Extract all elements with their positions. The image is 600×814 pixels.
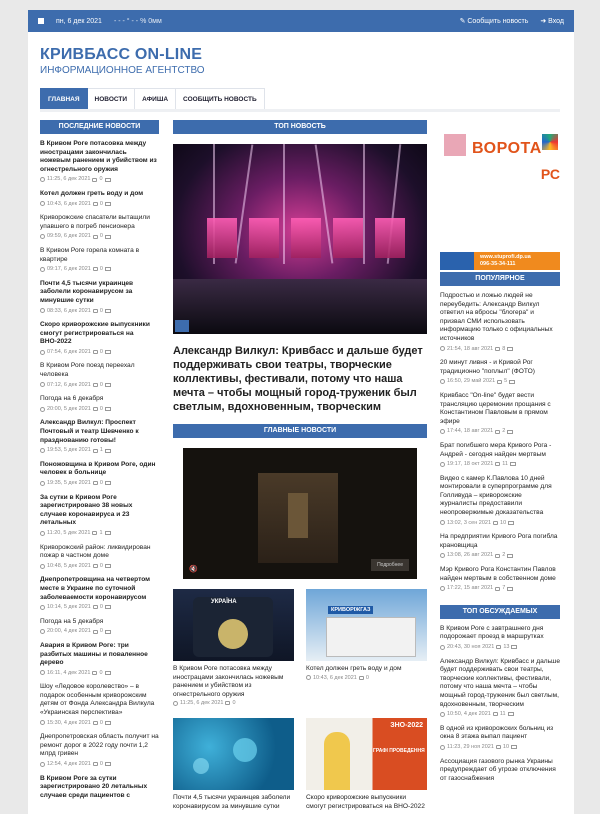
- news-item[interactable]: [440, 658, 560, 719]
- news-item-meta: [40, 381, 159, 390]
- news-item-title: В Кривом Роге за сутки зарегистрировано 20 летальных случаев среди пациентов с: [40, 774, 148, 799]
- news-item-meta: [40, 405, 159, 414]
- news-item-time: 10:50, 4 дек 2021: [447, 711, 491, 718]
- news-item-comments: 10: [500, 519, 507, 526]
- clock-icon: [440, 462, 445, 467]
- news-item-time: 20:00, 5 дек 2021: [47, 405, 91, 412]
- news-item-title: На предприятии Кривого Рога погибла крановщица: [440, 533, 558, 549]
- nav-divider: [40, 109, 560, 112]
- clock-icon: [440, 712, 445, 717]
- image-icon: [105, 564, 111, 568]
- ad-site: www.stuprofi.dp.ua: [480, 254, 531, 260]
- clock-icon: [440, 379, 445, 384]
- news-item-meta: [440, 643, 560, 652]
- image-icon: [509, 380, 515, 384]
- site-title: КРИВБАСС ON-LINE: [40, 46, 203, 63]
- news-item-meta: [440, 551, 560, 560]
- comment-icon: [93, 383, 98, 387]
- news-item[interactable]: [40, 494, 159, 538]
- banner-corner: РС: [540, 166, 560, 182]
- news-item-title: В Кривом Роге с завтрашнего дня подорожает проезд в маршрутках: [440, 624, 544, 641]
- news-item-meta: [440, 460, 560, 469]
- news-item-time: 17:22, 15 авг 2021: [447, 585, 494, 592]
- image-icon: [105, 449, 111, 453]
- news-item-meta: [40, 529, 159, 538]
- clock-icon: [40, 564, 45, 569]
- news-item-time: 13:08, 26 авг 2021: [447, 552, 494, 559]
- news-item-title: Александр Вилкул: Кривбасс и дальше будет поддерживать свои театры, творческие коллективы, фестивали, потому что наша мечта – чтобы мощный город-труженик был светлым, вдохновенным, творческим: [440, 657, 560, 708]
- image-icon: [508, 521, 514, 525]
- clock-icon: [40, 605, 45, 610]
- news-item-title: За сутки в Кривом Роге зарегистрировано 38 новых случаев коронавируса и 23 летальных: [40, 493, 133, 527]
- news-item-meta: [40, 669, 159, 678]
- news-item-comments: 0: [99, 628, 103, 635]
- news-item-comments: 1: [99, 447, 103, 454]
- news-item-title: В Кривом Роге потасовка между инострацами закончилась ножевым ранением и убийством из огнестрельного оружия: [40, 140, 157, 173]
- image-icon: [105, 350, 111, 354]
- clock-icon: [40, 407, 45, 412]
- main-news-grid: [173, 589, 427, 812]
- news-item-comments: 2: [502, 428, 506, 435]
- news-item-meta: [40, 562, 159, 571]
- news-item[interactable]: [40, 576, 159, 611]
- image-icon: [510, 462, 516, 466]
- image-icon: [105, 309, 111, 313]
- news-item-meta: [440, 584, 560, 593]
- comment-icon: [92, 178, 97, 182]
- card-title: Скоро криворожские выпускники смогут регистрироваться на ВНО-2022: [306, 794, 425, 810]
- video-more-button[interactable]: Подробнее: [371, 559, 409, 571]
- clock-icon: [173, 701, 178, 706]
- news-item[interactable]: [40, 733, 159, 768]
- news-item[interactable]: [440, 292, 560, 353]
- news-item-title: Александр Вилкул: Проспект Почтовый и театр Шевченко к празднованию готовы!: [40, 419, 139, 444]
- image-icon: [511, 645, 517, 649]
- nav-home[interactable]: ГЛАВНАЯ: [40, 88, 88, 110]
- news-item-comments: 13: [503, 644, 510, 650]
- image-icon: [105, 235, 111, 239]
- comment-icon: [497, 380, 502, 384]
- top-bar: [28, 10, 574, 32]
- card-badge-krivorozh: КРИВОРІЖГАЗ: [328, 606, 373, 614]
- comment-icon: [493, 521, 498, 525]
- top-news-header: ТОП НОВОСТЬ: [173, 120, 427, 134]
- news-item-time: 20:00, 4 дек 2021: [47, 628, 91, 635]
- ad-phone: 096-35-34-111: [480, 261, 516, 267]
- image-icon: [105, 630, 111, 634]
- news-item-title: Почти 4,5 тысячи украинцев заболели коронавирусом за минувшие сутки: [40, 279, 134, 304]
- news-item-meta: [40, 175, 159, 184]
- comment-icon: [93, 605, 98, 609]
- news-item[interactable]: [440, 758, 560, 784]
- clock-icon: [440, 346, 445, 351]
- card-badge-vno: ЗНО-2022: [390, 722, 423, 730]
- card-badge-grafik: ГРАФІ ПРОВЕДЕННЯ: [373, 748, 425, 755]
- card-title: Почти 4,5 тысячи украинцев заболели коронавирусом за минувшие сутки: [173, 794, 291, 810]
- comment-icon: [359, 676, 364, 680]
- login-label: Вход: [548, 18, 564, 25]
- news-item-time: 07:12, 6 дек 2021: [47, 381, 91, 388]
- comment-icon: [93, 481, 98, 485]
- calendar-icon: [38, 18, 44, 24]
- news-item[interactable]: [40, 419, 159, 454]
- card-time: 10:43, 6 дек 2021: [313, 674, 357, 681]
- news-item-title: Криворожский район: ликвидирован пожар в частном доме: [40, 543, 151, 560]
- comment-icon: [93, 407, 98, 411]
- comment-icon: [93, 309, 98, 313]
- news-item[interactable]: [40, 140, 159, 184]
- news-item[interactable]: [440, 359, 560, 386]
- image-icon: [511, 745, 517, 749]
- news-item-comments: 0: [99, 233, 103, 240]
- comment-icon: [225, 701, 230, 705]
- image-icon: [105, 481, 111, 485]
- news-item-time: 07:54, 6 дек 2021: [47, 348, 91, 355]
- comment-icon: [495, 430, 500, 434]
- news-item-meta: [440, 427, 560, 436]
- news-item-comments: 7: [502, 585, 506, 592]
- comment-icon: [496, 745, 501, 749]
- clock-icon: [40, 350, 45, 355]
- nav-afisha[interactable]: АФИША: [135, 88, 176, 110]
- popular-header: ПОПУЛЯРНОЕ: [440, 272, 560, 286]
- photo-gallery-icon: [175, 320, 189, 332]
- news-item-comments: 0: [99, 176, 103, 183]
- comment-icon: [93, 449, 98, 453]
- news-item-time: 17:44, 18 авг 2021: [447, 428, 494, 435]
- news-item-comments: 10: [502, 743, 510, 750]
- top-news-title[interactable]: Александр Вилкул: Кривбасс и дальше будет поддерживать свои театры, творческие коллективы, фестивали, потому что наша мечта – чтобы мощный город-труженик был светлым, вдохновенным, творческим: [173, 345, 423, 413]
- comment-icon: [493, 712, 498, 716]
- news-item-title: Поножовщина в Кривом Роге, один человек в больнице: [40, 460, 156, 477]
- main-column: [173, 120, 427, 812]
- news-item-comments: 0: [99, 604, 103, 611]
- news-item[interactable]: [440, 392, 560, 436]
- news-item-time: 19:17, 18 окт 2021: [447, 461, 494, 468]
- clock-icon: [440, 553, 445, 558]
- news-item-meta: [440, 519, 560, 528]
- discussed-list: [440, 625, 560, 784]
- image-icon: [508, 712, 514, 716]
- house-icon: [440, 252, 474, 270]
- news-item-title: В Кривом Роге поезд переехал человека: [40, 362, 135, 379]
- main-news-card[interactable]: [173, 589, 294, 706]
- news-item-time: 10:43, 6 дек 2021: [47, 200, 91, 207]
- report-news-link[interactable]: ✎ Сообщить новость: [459, 18, 529, 25]
- image-icon: [105, 178, 111, 182]
- news-item[interactable]: [440, 442, 560, 469]
- image-icon: [105, 407, 111, 411]
- news-item-title: Погода на 6 декабря: [40, 395, 104, 403]
- image-icon: [105, 721, 111, 725]
- news-item-title: Днепропетровская область получит на ремонт дорог в 2022 году почти 1,2 млрд гривен: [40, 733, 159, 758]
- site-tagline: ИНФОРМАЦИОННОЕ АГЕНТСТВО: [40, 65, 205, 76]
- news-item-meta: [40, 232, 159, 241]
- news-item-time: 16:50, 29 май 2021: [447, 378, 496, 385]
- image-icon: [105, 202, 111, 206]
- news-item[interactable]: [40, 461, 159, 488]
- clock-icon: [40, 234, 45, 239]
- news-item-meta: [40, 760, 159, 769]
- latest-news-header: ПОСЛЕДНИЕ НОВОСТИ: [40, 120, 159, 134]
- clock-icon: [440, 645, 445, 650]
- news-item[interactable]: [40, 280, 159, 315]
- news-item-meta: [40, 719, 159, 728]
- news-item-time: 20:43, 30 ноя 2021: [447, 644, 495, 650]
- comment-icon: [93, 350, 98, 354]
- mute-icon[interactable]: 🔇: [189, 566, 198, 573]
- news-item-meta: [40, 479, 159, 488]
- clock-icon: [440, 586, 445, 591]
- news-item[interactable]: [40, 214, 159, 241]
- news-item[interactable]: [40, 544, 159, 571]
- card-badge-ukraine: УКРАЇНА: [211, 599, 237, 605]
- news-item-title: Шоу «Ледовое королевство» – в подарок особенным криворожским детям от Фонда Александра Вилкула «Украинская перспектива»: [40, 683, 155, 717]
- latest-news-column: [40, 120, 159, 800]
- news-item-time: 09:59, 6 дек 2021: [47, 233, 91, 240]
- image-icon: [105, 762, 111, 766]
- date-text: пн, 6 дек 2021: [56, 17, 102, 25]
- comment-icon: [495, 554, 500, 558]
- clock-icon: [40, 382, 45, 387]
- news-item-comments: 2: [502, 552, 506, 559]
- clock-icon: [40, 448, 45, 453]
- news-item-comments: 0: [99, 266, 103, 273]
- card-comments: 0: [232, 700, 236, 707]
- latest-news-list: [40, 140, 159, 800]
- top-news-photo[interactable]: [173, 144, 427, 334]
- image-icon: [105, 605, 111, 609]
- card-time: 11:25, 6 дек 2021: [180, 700, 224, 707]
- news-item-time: 10:14, 5 дек 2021: [47, 604, 91, 611]
- main-news-card[interactable]: [306, 718, 427, 811]
- news-item[interactable]: [40, 642, 159, 677]
- comment-icon: [93, 721, 98, 725]
- weather-text: - - - ° - - % 0мм: [113, 17, 162, 25]
- popular-list: [440, 292, 560, 593]
- news-item-comments: 0: [99, 719, 103, 726]
- news-item[interactable]: [440, 725, 560, 752]
- news-item-title: Видео с камер К.Павлова 10 дней монтировали в суперпрограмме для Голливуда – криворожские журналисты предоставили неопровержимые доказательства: [440, 474, 552, 517]
- nav-report-news[interactable]: СООБЩИТЬ НОВОСТЬ: [176, 88, 265, 110]
- news-item-title: В Кривом Роге горела комната в квартире: [40, 246, 140, 263]
- main-news-header: ГЛАВНЫЕ НОВОСТИ: [173, 424, 427, 438]
- clock-icon: [40, 308, 45, 313]
- video-ad[interactable]: [183, 448, 417, 579]
- comment-icon: [495, 347, 500, 351]
- news-item[interactable]: [40, 618, 159, 636]
- comment-icon: [93, 630, 98, 634]
- login-link[interactable]: ➜ Вход: [540, 18, 564, 25]
- news-item-time: 09:17, 6 дек 2021: [47, 266, 91, 273]
- news-item[interactable]: [440, 475, 560, 528]
- news-item-title: Кривбасс "On-line" будет вести трансляцию церемонии прощания с Константином Павловым в прямом эфире: [440, 391, 551, 425]
- news-item[interactable]: [40, 395, 159, 413]
- news-item[interactable]: [40, 775, 159, 801]
- clock-icon: [40, 267, 45, 272]
- clock-icon: [40, 720, 45, 725]
- news-item-meta: [40, 446, 159, 455]
- clock-icon: [40, 670, 45, 675]
- clock-icon: [40, 177, 45, 182]
- image-icon: [105, 531, 111, 535]
- news-item-title: Мэр Кривого Рога Константин Павлов найден мертвым в собственном доме: [440, 566, 556, 582]
- news-item-title: Брат погибшего мера Кривого Рога - Андрей - сегодня найден мертвым: [440, 441, 552, 458]
- news-item-time: 15:30, 4 дек 2021: [47, 719, 91, 726]
- clock-icon: [40, 629, 45, 634]
- news-item[interactable]: [440, 566, 560, 593]
- news-item-meta: [40, 627, 159, 636]
- clock-icon: [440, 429, 445, 434]
- news-item-comments: 11: [502, 461, 508, 468]
- clock-icon: [306, 675, 311, 680]
- news-item[interactable]: [40, 321, 159, 356]
- main-news-card[interactable]: [173, 718, 294, 811]
- news-item-title: Подростью и ложью людей не переубедить: Александр Вилкул ответил на вбросы "блогера" и призвал СМИ использовать информацию только с официальных источников: [440, 292, 553, 342]
- news-item[interactable]: [40, 362, 159, 389]
- comment-icon: [93, 564, 98, 568]
- vorota-banner[interactable]: [440, 120, 560, 200]
- news-item-title: Криворожские спасатели вытащили упавшего в погреб пенсионера: [40, 214, 150, 230]
- news-item-meta: [40, 348, 159, 357]
- news-item-meta: [40, 200, 159, 209]
- news-item-comments: 0: [99, 307, 103, 314]
- news-item-meta: [440, 743, 560, 752]
- news-item-title: Авария в Кривом Роге: три разбитых машины и поваленное дерево: [40, 641, 148, 667]
- comment-icon: [496, 645, 501, 649]
- clock-icon: [440, 520, 445, 525]
- news-item-meta: [40, 603, 159, 612]
- news-item-comments: 0: [99, 405, 103, 412]
- news-item-comments: 0: [99, 669, 103, 676]
- comment-icon: [93, 762, 98, 766]
- news-item-comments: 0: [99, 381, 103, 388]
- news-item-comments: 8: [502, 345, 506, 352]
- news-item-comments: 0: [99, 562, 103, 569]
- news-item-title: Ассоциация газового рынка Украины предупреждает об угрозе отключения от газоснабжения: [440, 757, 556, 782]
- news-item-time: 11:23, 29 ноя 2021: [447, 743, 494, 750]
- clock-icon: [440, 745, 445, 750]
- news-item-time: 19:53, 5 дек 2021: [47, 447, 91, 454]
- card-title: В Кривом Роге потасовка между инострацами закончилась ножевым ранением и убийством из огнестрельного оружия: [173, 665, 284, 698]
- news-item-meta: [440, 710, 560, 719]
- news-item-comments: 0: [99, 761, 103, 768]
- main-nav: [40, 88, 265, 110]
- news-item-time: 10:48, 5 дек 2021: [47, 562, 91, 569]
- image-icon: [507, 587, 513, 591]
- news-item-comments: 0: [99, 480, 103, 486]
- clock-icon: [40, 531, 45, 536]
- news-item[interactable]: [40, 247, 159, 274]
- right-column: [440, 120, 560, 783]
- stuprofi-ad[interactable]: [440, 252, 560, 270]
- news-item-title: Скоро криворожские выпускники смогут регистрироваться на ВНО-2022: [40, 321, 150, 346]
- news-item-title: В одной из криворожских больниц из окна 8 этажа выпал пациент: [440, 724, 554, 741]
- image-icon: [507, 430, 513, 434]
- image-icon: [105, 267, 111, 271]
- news-item-meta: [40, 307, 159, 316]
- news-item-time: 16:11, 4 дек 2021: [47, 669, 91, 676]
- news-item-comments: 0: [99, 200, 103, 207]
- news-item-meta: [40, 265, 159, 274]
- main-news-card[interactable]: [306, 589, 427, 706]
- news-item-time: 13:02, 3 сен 2021: [447, 519, 492, 526]
- comment-icon: [495, 462, 500, 466]
- card-comments: 0: [365, 674, 369, 681]
- news-item-title: 20 минут ливня - и Кривой Рог традиционно "поплыл" (ФОТО): [440, 359, 535, 375]
- news-item-time: 11:25, 6 дек 2021: [47, 176, 91, 183]
- comment-icon: [93, 267, 98, 271]
- news-item-comments: 1: [99, 529, 103, 536]
- news-item-meta: [440, 377, 560, 386]
- discussed-header: ТОП ОБСУЖДАЕМЫХ: [440, 605, 560, 619]
- clock-icon: [40, 201, 45, 206]
- image-icon: [507, 554, 513, 558]
- comment-icon: [93, 202, 98, 206]
- nav-news[interactable]: НОВОСТИ: [88, 88, 136, 110]
- comment-icon: [93, 235, 98, 239]
- comment-icon: [495, 587, 500, 591]
- news-item-comments: 11: [499, 711, 506, 718]
- news-item-title: Днепропетровщина на четвертом месте в Украине по суточной заболеваемости коронавирусом: [40, 576, 151, 601]
- image-icon: [105, 383, 111, 387]
- news-item-comments: 0: [99, 348, 103, 355]
- report-news-label: Сообщить новость: [467, 18, 529, 25]
- comment-icon: [92, 671, 97, 675]
- news-item-title: Котел должен греть воду и дом: [40, 189, 144, 197]
- news-item-title: Погода на 5 декабря: [40, 617, 104, 625]
- news-item-time: 21:54, 18 авг 2021: [447, 345, 494, 352]
- news-item[interactable]: [440, 625, 560, 652]
- news-item-time: 08:33, 6 дек 2021: [47, 307, 91, 314]
- news-item-time: 11:20, 5 дек 2021: [47, 529, 91, 536]
- image-icon: [507, 347, 513, 351]
- clock-icon: [40, 762, 45, 767]
- news-item[interactable]: [40, 190, 159, 208]
- news-item[interactable]: [40, 683, 159, 727]
- news-item-comments: 5: [504, 378, 508, 385]
- card-title: Котел должен греть воду и дом: [306, 665, 402, 672]
- news-item-time: 12:54, 4 дек 2021: [47, 761, 91, 768]
- news-item[interactable]: [440, 533, 560, 560]
- page: [28, 10, 574, 814]
- comment-icon: [92, 531, 97, 535]
- image-icon: [105, 671, 111, 675]
- news-item-time: 19:35, 5 дек 2021: [47, 480, 91, 486]
- news-item-meta: [440, 345, 560, 354]
- banner-vorota: ВОРОТА: [472, 140, 542, 157]
- clock-icon: [40, 481, 45, 486]
